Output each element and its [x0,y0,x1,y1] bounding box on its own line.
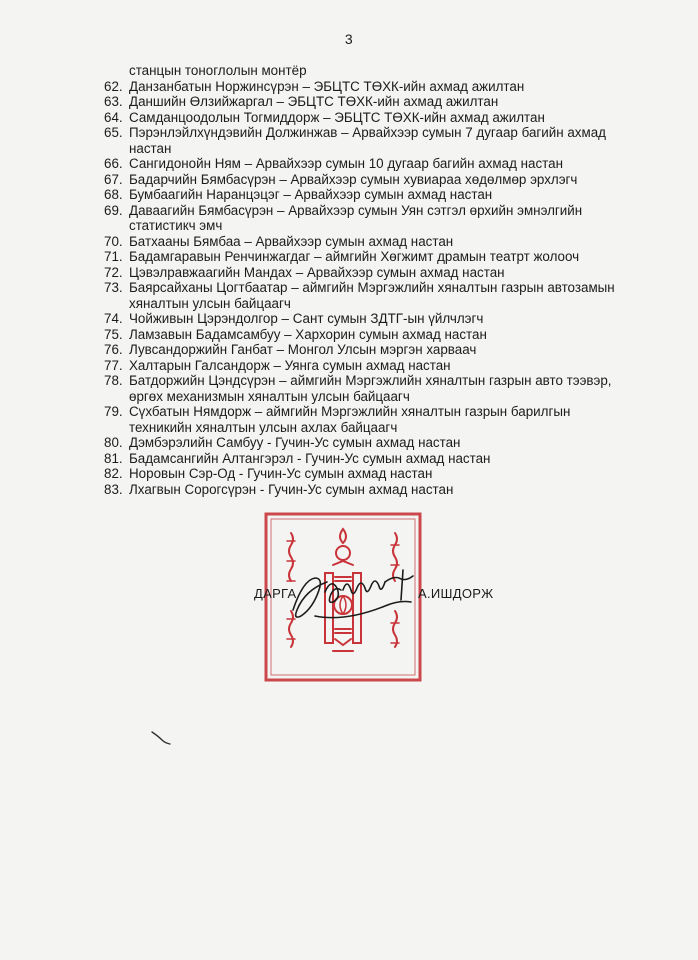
list-item [104,389,644,405]
list-item [104,187,644,203]
item-text: статистикч эмч [129,218,223,233]
item-text: Цэвэлравжаагийн Мандах – Арвайхээр сумын ахмад настан [129,264,505,280]
signatory-title: ДАРГА [254,586,297,601]
list-item [104,234,644,250]
list-item [104,94,644,110]
item-text: Чойживын Цэрэндолгор – Сант сумын ЗДТГ-ын үйлчлэгч [129,311,484,326]
item-text: Ламзавын Бадамсамбуу – Хархорин сумын ахмад настан [129,326,487,342]
item-number: 75. [104,326,123,342]
item-text: Батхааны Бямбаа – Арвайхээр сумын ахмад настан [129,233,454,249]
list-item [104,373,644,389]
item-text: Данзанбатын Норжинсүрэн – ЭБЦТС ТӨХК-ийн ахмад ажилтан [129,78,525,94]
list-item [104,311,644,327]
item-number: 68. [104,187,123,202]
item-text: Даншийн Өлзийжаргал – ЭБЦТС ТӨХК-ийн ахмад ажилтан [129,94,499,109]
item-number: 64. [104,109,123,125]
item-text: Бадамсангийн Алтангэрэл - Гучин-Ус сумын ахмад настан [129,450,491,466]
item-number: 65. [104,125,123,140]
list-item [104,203,644,219]
list-item [104,482,644,498]
item-text: Даваагийн Бямбасүрэн – Арвайхээр сумын Уян сэтгэл өрхийн эмнэлгийн [129,202,583,218]
item-text: Лувсандоржийн Ганбат – Монгол Улсын мэргэн харваач [129,342,477,357]
item-number: 62. [104,78,123,94]
list-item [104,358,644,374]
list-item [104,125,644,141]
list-item [104,79,644,95]
list-item [104,327,644,343]
item-number: 71. [104,249,123,264]
item-text: Сангидонойн Ням – Арвайхээр сумын 10 дугаар багийн ахмад настан [129,156,563,171]
item-text: Баярсайханы Цогтбаатар – аймгийн Мэргэжлийн хяналтын газрын автозамын [129,280,615,295]
item-text: Сүхбатын Нямдорж – аймгийн Мэргэжлийн хяналтын газрын барилгын [129,404,571,419]
item-text: станцын тоноглолын монтёр [129,63,307,78]
item-text: Норовын Сэр-Од - Гучин-Ус сумын ахмад настан [129,466,433,481]
item-number: 74. [104,311,123,326]
list-item [104,451,644,467]
list-item [104,466,644,482]
item-number: 81. [104,450,123,466]
item-text: Бумбаагийн Наранцэцэг – Арвайхээр сумын ахмад настан [129,187,493,202]
list-item [104,280,644,296]
list-item [104,218,644,234]
list-item [104,420,644,436]
item-number: 83. [104,481,123,497]
item-number: 72. [104,264,123,280]
page-number: 3 [344,31,354,47]
list-item [104,265,644,281]
signatory-name: А.ИШДОРЖ [418,586,494,601]
item-number: 78. [104,373,123,388]
item-text: Лхагвын Сорогсүрэн - Гучин-Ус сумын ахмад настан [129,481,454,497]
item-number: 82. [104,466,123,481]
list-item [104,156,644,172]
item-number: 80. [104,435,123,450]
list-item [104,435,644,451]
pen-mark-icon [150,730,172,746]
item-text: хяналтын улсын байцаагч [129,295,291,311]
item-text: настан [129,140,172,156]
item-text: Пэрэнлэйлхүндэвийн Должинжав – Арвайхээр сумын 7 дугаар багийн ахмад [129,125,606,140]
item-number: 76. [104,342,123,357]
item-number: 77. [104,357,123,373]
item-text: техникийн хяналтын улсын ахлах байцаагч [129,419,398,435]
item-number: 73. [104,280,123,295]
item-text: Бадамгаравын Ренчинжагдаг – аймгийн Хөгжимт драмын театрт жолооч [129,249,580,264]
item-number: 67. [104,171,123,187]
item-number: 79. [104,404,123,419]
item-text: Дэмбэрэлийн Самбуу - Гучин-Ус сумын ахмад настан [129,435,461,450]
item-number: 70. [104,233,123,249]
item-text: Батдоржийн Цэндсүрэн – аймгийн Мэргэжлийн хяналтын газрын авто тээвэр, [129,373,612,388]
list-item [104,141,644,157]
list-item [104,110,644,126]
list-item [104,342,644,358]
item-text: Бадарчийн Бямбасүрэн – Арвайхээр сумын хувиараа хөдөлмөр эрхлэгч [129,171,578,187]
item-text: өргөх механизмын хяналтын улсын байцаагч [129,388,410,404]
item-text: Самданцоодолын Тогмиддорж – ЭБЦТС ТӨХК-ийн ахмад ажилтан [129,109,545,125]
item-number: 63. [104,94,123,109]
list-item [104,404,644,420]
list-item [104,249,644,265]
item-text: Халтарын Галсандорж – Уянга сумын ахмад настан [129,357,451,373]
list-item [104,63,644,79]
handwritten-signature-icon [285,552,425,632]
item-number: 66. [104,156,123,171]
award-list [104,63,644,497]
list-item [104,296,644,312]
list-item [104,172,644,188]
item-number: 69. [104,202,123,218]
